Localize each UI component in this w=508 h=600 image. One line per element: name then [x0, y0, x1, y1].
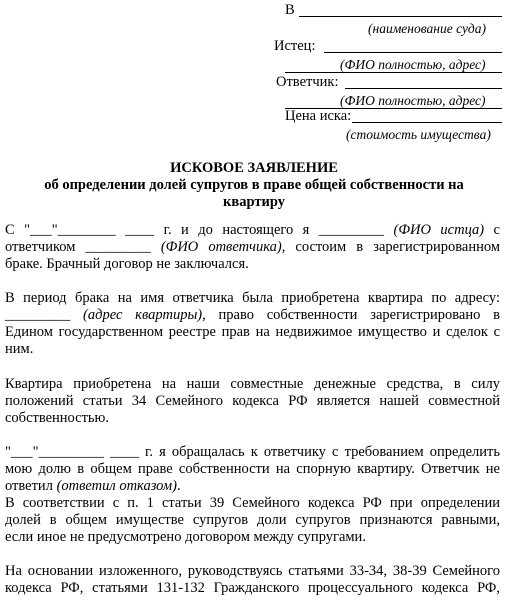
p4-line2: мою долю в общем праве собственности на спорную квартиру. Ответчик не [5, 461, 500, 477]
defendant-underline [345, 88, 502, 89]
p2-line3: Едином государственном реестре прав на недвижимое имущество и сделок с [5, 324, 500, 340]
p3-line1: Квартира приобретена на наши совместные денежные средства, в силу [5, 376, 500, 392]
price-underline [352, 122, 502, 123]
price-hint: (стоимость имущества) [346, 127, 491, 142]
p5-line1: В соответствии с п. 1 статьи 39 Семейного кодекса РФ при определении [5, 495, 500, 511]
court-hint: (наименование суда) [368, 21, 487, 36]
plaintiff-hint: (ФИО полностью, адрес) [340, 57, 486, 72]
p5-line3: если иное не предусмотрено договором между супругами. [5, 529, 366, 545]
plaintiff-address-underline [285, 72, 502, 73]
p1-line3: браке. Брачный договор не заключался. [5, 256, 249, 272]
p1-line2: ответчиком _________ (ФИО ответчика), состоим в зарегистрированном [5, 239, 500, 255]
document-subtitle-line2: квартиру [223, 194, 285, 210]
defendant-hint: (ФИО полностью, адрес) [340, 93, 486, 108]
p3-line3: собственностью. [5, 410, 110, 426]
p1-line1: С "___"________ ____ г. и до настоящего я _________ (ФИО истца) с [5, 222, 500, 238]
p4-line3: ответил (ответил отказом). [5, 478, 181, 494]
p3-line2: положений статьи 34 Семейного кодекса РФ является нашей совместной [5, 393, 500, 409]
document-title: ИСКОВОЕ ЗАЯВЛЕНИЕ [170, 160, 338, 176]
p6-line1: На основании изложенного, руководствуясь статьями 33-34, 38-39 Семейного [5, 563, 500, 579]
p4-line1: "___"_________ ____ г. я обращалась к ответчику с требованием определить [5, 444, 500, 460]
price-label: Цена иска: [285, 108, 352, 124]
court-underline [299, 16, 502, 17]
p6-line2: кодекса РФ, статьями 131-132 Гражданского процессуального кодекса РФ, [5, 580, 500, 596]
p5-line2: долей в общем имуществе супругов доли супругов признаются равными, [5, 512, 500, 528]
court-label: В [285, 2, 295, 18]
defendant-label: Ответчик: [276, 74, 339, 90]
p2-line1: В период брака на имя ответчика была приобретена квартира по адресу: [5, 290, 500, 306]
plaintiff-label: Истец: [274, 38, 316, 54]
p2-line2: _________ (адрес квартиры), право собственности зарегистрировано в [5, 307, 500, 323]
document-subtitle-line1: об определении долей супругов в праве общей собственности на [44, 177, 464, 193]
plaintiff-underline [324, 52, 502, 53]
p2-line4: ним. [5, 341, 34, 357]
